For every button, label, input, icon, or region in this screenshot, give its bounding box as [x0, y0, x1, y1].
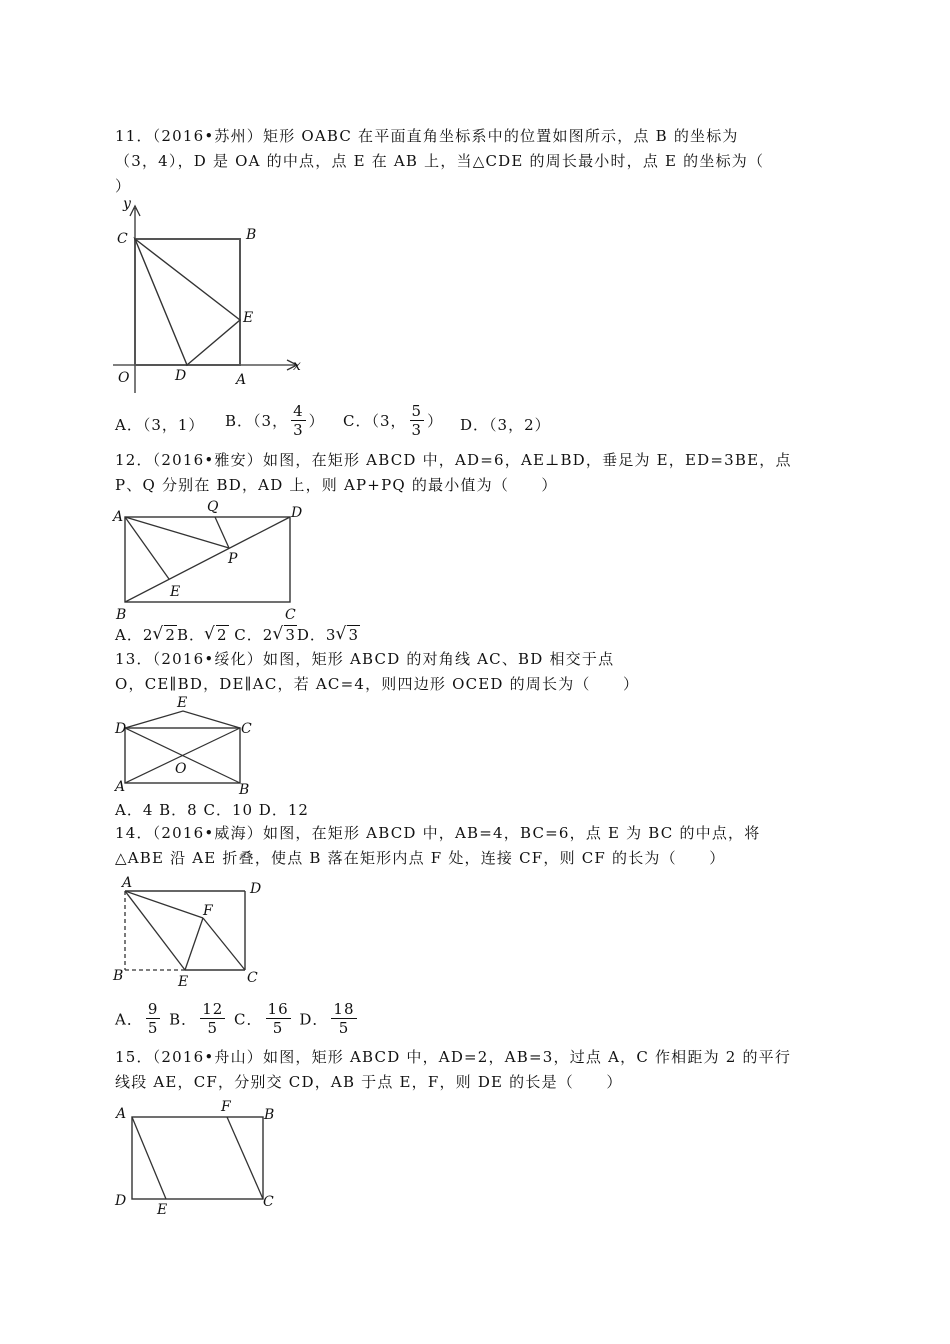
q13-line-2: O，CE∥BD，DE∥AC，若 AC=4，则四边形 OCED 的周长为（ ）: [115, 675, 640, 693]
q15-figure: [105, 1100, 295, 1220]
q15-segment-ae: [132, 1117, 166, 1199]
q15-label-a: A: [116, 1106, 127, 1122]
q11-option-d: D．（3，2）: [460, 416, 551, 434]
q15-segment-fc: [227, 1117, 263, 1199]
q12-option-d: D．3√ 3: [297, 626, 360, 644]
q13-label-c: C: [241, 721, 252, 737]
q14-options: [115, 1000, 360, 1037]
q11-figure: [105, 198, 315, 398]
q14-label-c: C: [247, 970, 258, 986]
q12-label-d: D: [291, 505, 303, 521]
q11-line-2: （3，4），D 是 OA 的中点，点 E 在 AB 上，当△CDE 的周长最小时，点 E 的坐标为（: [115, 152, 765, 170]
q14-segment-fc: [203, 918, 245, 970]
q13-figure: [105, 693, 275, 798]
q15-rectangle: [132, 1117, 263, 1199]
q11-label-y: y: [123, 196, 131, 212]
q11-label-c: C: [117, 231, 128, 247]
q15-label-d: D: [115, 1193, 127, 1209]
q12-label-c: C: [285, 607, 296, 623]
q11-rectangle: [135, 239, 240, 365]
q13-label-e: E: [177, 695, 188, 711]
q14-label-d: D: [250, 881, 262, 897]
q11-option-b: B．（3， $\frac{4}{3}$ ）: [225, 402, 325, 439]
q12-segment-ap: [125, 517, 229, 548]
q13-label-a: A: [115, 779, 126, 795]
q11-line-3: ）: [115, 177, 132, 195]
q13-label-o: O: [175, 761, 187, 777]
q11-label-b: B: [246, 227, 257, 243]
q15-label-c: C: [263, 1194, 274, 1210]
q12-label-b: B: [116, 607, 127, 623]
q15-line-1: 15．（2016•舟山）如图，矩形 ABCD 中，AD=2，AB=3，过点 A，C 作相距为 2 的平行: [115, 1048, 792, 1066]
q11-triangle-cde: [135, 239, 240, 365]
q12-options: [115, 624, 360, 645]
q12-option-b: B．√ 2: [177, 626, 229, 644]
q14-label-f: F: [203, 903, 213, 919]
q14-label-b: B: [113, 968, 124, 984]
q12-option-c: C．2√ 3: [229, 626, 297, 644]
q14-option-a: A． $\frac{9}{5}$: [115, 1000, 159, 1037]
q12-label-e: E: [170, 584, 181, 600]
q13-options: A．4 B．8 C．10 D．12: [115, 801, 309, 819]
q14-option-d: D． $\frac{18}{5}$: [293, 1000, 355, 1037]
q15-line-2: 线段 AE，CF，分别交 CD，AB 于点 E，F，则 DE 的长是（ ）: [115, 1073, 623, 1091]
q15-label-f: F: [221, 1099, 231, 1115]
q14-figure: [105, 873, 280, 993]
q12-option-a: A．2√ 2: [115, 626, 177, 644]
q11-label-x: x: [293, 358, 301, 374]
q12-line-2: P、Q 分别在 BD，AD 上，则 AP+PQ 的最小值为（ ）: [115, 476, 558, 494]
q13-label-b: B: [239, 782, 250, 798]
q14-option-b: B． $\frac{12}{5}$: [163, 1000, 224, 1037]
q11-option-a: A．（3，1）: [115, 416, 205, 434]
q12-segment-pq: [215, 517, 229, 548]
q14-line-2: △ABE 沿 AE 折叠，使点 B 落在矩形内点 F 处，连接 CF，则 CF 的长为（ ）: [115, 849, 726, 867]
q14-segment-fe: [185, 918, 203, 970]
q13-label-d: D: [115, 721, 127, 737]
q12-line-1: 12．（2016•雅安）如图，在矩形 ABCD 中，AD=6，AE⊥BD，垂足为 E，ED=3BE，点: [115, 451, 792, 469]
q13-line-1: 13．（2016•绥化）如图，矩形 ABCD 的对角线 AC、BD 相交于点: [115, 650, 615, 668]
q15-label-e: E: [157, 1202, 168, 1218]
q14-segment-af: [125, 891, 203, 918]
q12-segment-ae: [125, 517, 169, 579]
q11-line-1: 11．（2016•苏州）矩形 OABC 在平面直角坐标系中的位置如图所示，点 B 的坐标为: [115, 127, 739, 145]
q14-fold-ae: [125, 891, 185, 970]
q11-option-c: C．（3， $\frac{5}{3}$ ）: [343, 402, 444, 439]
q12-label-a: A: [113, 509, 124, 525]
q12-label-p: P: [228, 551, 238, 567]
q14-line-1: 14．（2016•威海）如图，在矩形 ABCD 中，AB=4，BC=6，点 E 为 BC 的中点，将: [115, 824, 761, 842]
q11-label-a: A: [236, 372, 247, 388]
q14-label-a: A: [122, 875, 133, 891]
q12-figure: [105, 495, 325, 625]
q13-segments-de-ce: [125, 711, 240, 728]
q14-label-e: E: [178, 974, 189, 990]
q14-option-c: C． $\frac{16}{5}$: [228, 1000, 289, 1037]
q15-label-b: B: [264, 1107, 275, 1123]
q11-label-d: D: [175, 368, 187, 384]
q11-label-o: O: [118, 370, 130, 386]
q11-label-e: E: [243, 310, 254, 326]
q12-diagonal-bd: [125, 517, 290, 602]
q12-label-q: Q: [207, 499, 219, 515]
